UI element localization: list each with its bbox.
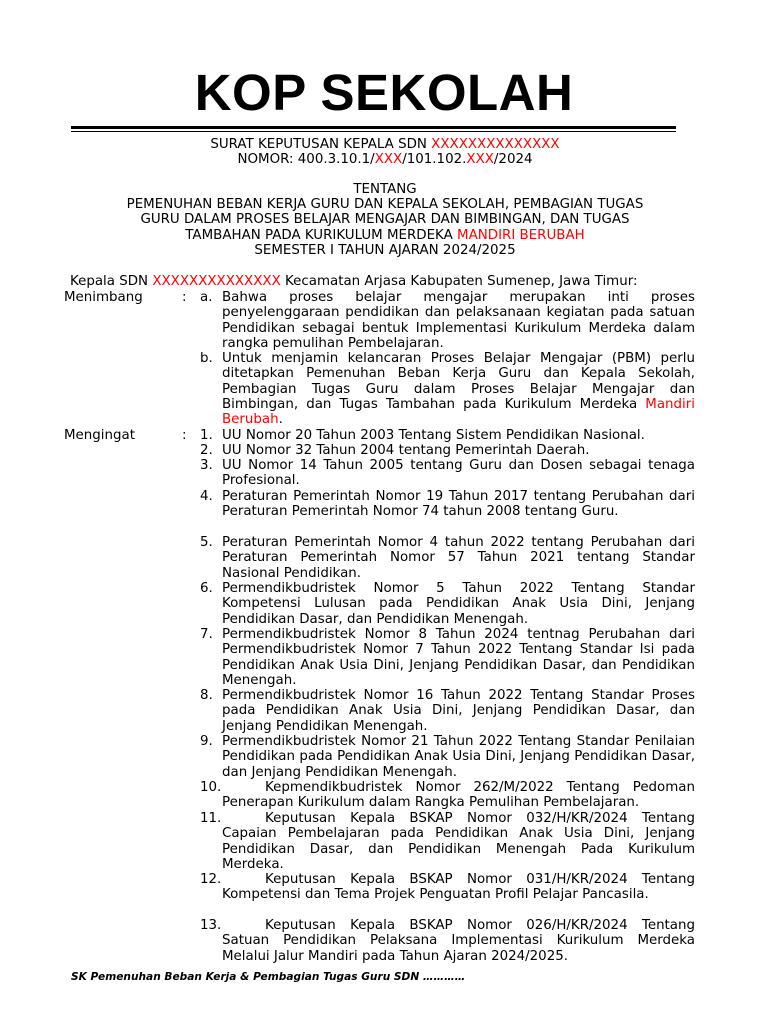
letterhead-rule-thin <box>71 131 676 132</box>
list-item: 3. UU Nomor 14 Tahun 2005 tentang Guru dan Dosen sebagai tenaga Profesional. <box>200 458 695 489</box>
list-item: 8. Permendikbudristek Nomor 16 Tahun 2022 Tentang Standar Proses pada Pendidikan Anak Usia Dini, Jenjang Pendidikan Dasar, dan Jenjang Pendidikan Menengah. <box>200 688 695 734</box>
list-item: 13. Keputusan Kepala BSKAP Nomor 026/H/KR/2024 Tentang Satuan Pendidikan Pelaksana Implementasi Kurikulum Merdeka Melalui Jalur Mandiri pada Tahun Ajaran 2024/2025. <box>200 918 695 964</box>
mengingat-colon: : <box>182 428 187 443</box>
decree-number: NOMOR: 400.3.10.1/XXX/101.102.XXX/2024 <box>237 152 533 167</box>
list-item: 4. Peraturan Pemerintah Nomor 19 Tahun 2017 tentang Perubahan dari Peraturan Pemerintah Nomor 74 tahun 2008 tentang Guru. <box>200 489 695 520</box>
list-item: 6. Permendikbudristek Nomor 5 Tahun 2022 Tentang Standar Kompetensi Lulusan pada Pendidikan Anak Usia Dini, Jenjang Pendidikan Dasar, dan Pendidikan Menengah. <box>200 581 695 627</box>
menimbang-item-b <box>200 351 695 427</box>
subject-line-1: PEMENUHAN BEBAN KERJA GURU DAN KEPALA SEKOLAH, PEMBAGIAN TUGAS <box>126 197 644 212</box>
menimbang-item-a <box>200 290 695 351</box>
opening-line: Kepala SDN XXXXXXXXXXXXXX Kecamatan Arjasa Kabupaten Sumenep, Jawa Timur: <box>70 274 638 289</box>
list-item: 1. UU Nomor 20 Tahun 2003 Tentang Sistem Pendidikan Nasional. <box>200 428 645 443</box>
list-item: 10. Kepmendikbudristek Nomor 262/M/2022 Tentang Pedoman Penerapan Kurikulum dalam Rangka Pemulihan Pembelajaran. <box>200 780 695 811</box>
subject-line-4: SEMESTER I TAHUN AJARAN 2024/2025 <box>254 243 516 258</box>
subject-line-2: GURU DALAM PROSES BELAJAR MENGAJAR DAN BIMBINGAN, DAN TUGAS <box>140 212 630 227</box>
list-item: 12. Keputusan Kepala BSKAP Nomor 031/H/KR/2024 Tentang Kompetensi dan Tema Projek Penguatan Profil Pelajar Pancasila. <box>200 872 695 903</box>
item-text: Untuk menjamin kelancaran Proses Belajar Mengajar (PBM) perlu ditetapkan Pemenuhan Beban Kerja Guru dan Kepala Sekolah, Pembagian Tugas Guru dalam Proses Belajar Mengajar dan Bimbingan, dan Tugas Tambahan pada Kurikulum Merdeka Mandiri Berubah. <box>222 351 695 428</box>
list-item: 5. Peraturan Pemerintah Nomor 4 tahun 2022 tentang Perubahan dari Peraturan Pemerintah Nomor 57 Tahun 2021 tentang Standar Nasional Pendidikan. <box>200 535 695 581</box>
list-item: 9. Permendikbudristek Nomor 21 Tahun 2022 Tentang Standar Penilaian Pendidikan pada Pendidikan Anak Usia Dini, Jenjang Pendidikan Dasar, dan Jenjang Pendidikan Menengah. <box>200 734 695 780</box>
item-marker: b. <box>200 351 213 366</box>
page-footer: SK Pemenuhan Beban Kerja & Pembagian Tugas Guru SDN ………… <box>71 971 466 983</box>
tentang-heading: TENTANG <box>353 182 417 197</box>
mengingat-label: Mengingat <box>64 428 135 443</box>
decree-title: SURAT KEPUTUSAN KEPALA SDN XXXXXXXXXXXXXX <box>210 137 560 152</box>
menimbang-colon: : <box>182 290 187 305</box>
item-text: Bahwa proses belajar mengajar merupakan inti proses penyelenggaraan pendidikan dan pelaksanaan kegiatan pada satuan Pendidikan sebagai bentuk Implementasi Kurikulum Merdeka dalam rangka pemulihan Pembelajaran. <box>222 290 695 351</box>
menimbang-label: Menimbang <box>64 290 143 305</box>
list-item: 11. Keputusan Kepala BSKAP Nomor 032/H/KR/2024 Tentang Capaian Pembelajaran pada Pendidikan Anak Usia Dini, Jenjang Pendidikan Dasar, dan Pendidikan Menengah Pada Kurikulum Merdeka. <box>200 811 695 872</box>
list-item: 2. UU Nomor 32 Tahun 2004 tentang Pemerintah Daerah. <box>200 443 590 458</box>
letterhead-rule-thick <box>71 126 676 129</box>
item-marker: a. <box>200 290 213 305</box>
list-item: 7. Permendikbudristek Nomor 8 Tahun 2024 tentnag Perubahan dari Permendikbudristek Nomor 7 Tahun 2022 Tentang Standar Isi pada Pendidikan Anak Usia Dini, Jenjang Pendidikan Dasar, dan Pendidikan Menengah. <box>200 627 695 688</box>
subject-line-3: TAMBAHAN PADA KURIKULUM MERDEKA MANDIRI BERUBAH <box>185 228 585 243</box>
letterhead-title: KOP SEKOLAH <box>194 64 574 121</box>
